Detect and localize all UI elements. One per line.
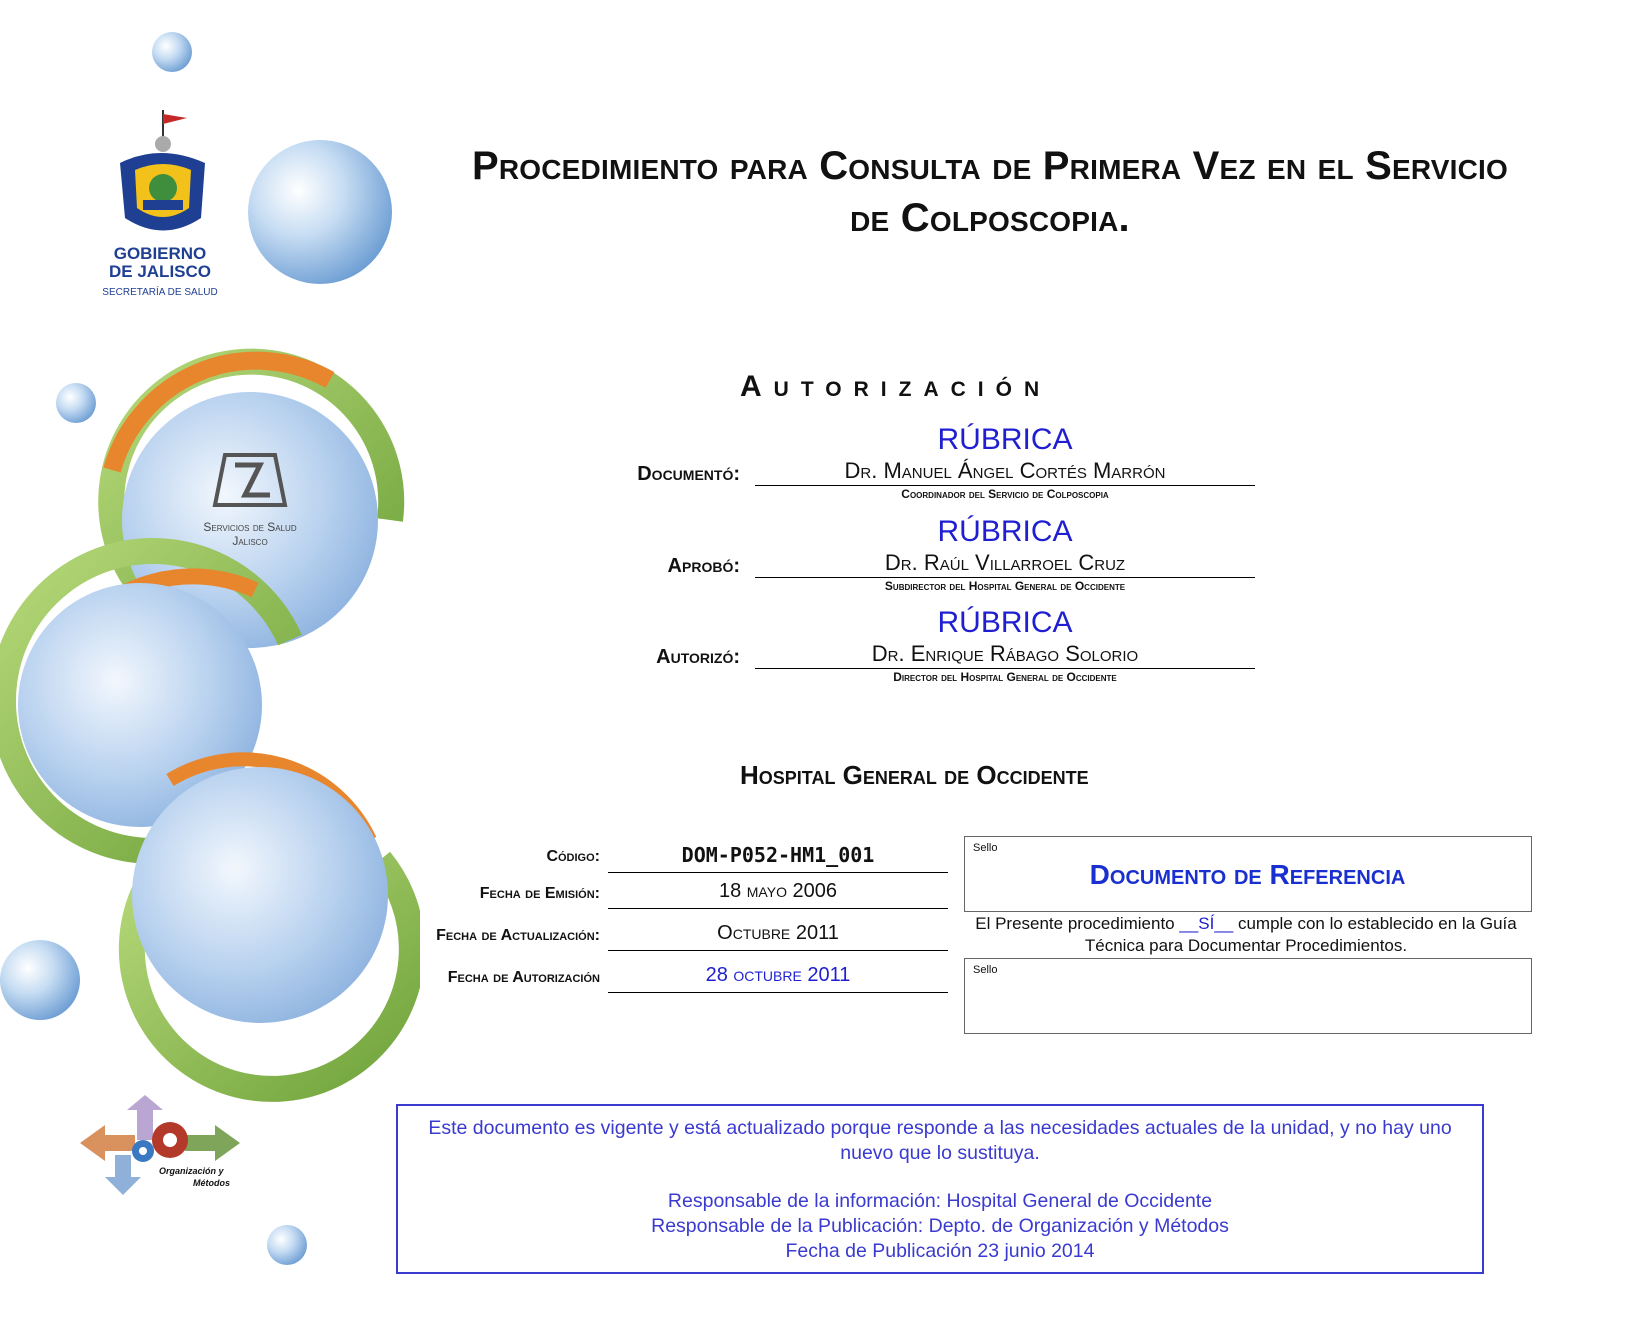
signature-name-autorizo: Dr. Enrique Rábago Solorio [755, 641, 1255, 669]
footer-line2: Responsable de la información: Hospital General de Occidente [667, 1190, 1213, 1212]
sello-box-referencia [964, 836, 1532, 912]
signature-role-documento: Coordinador del Servicio de Colposcopia [901, 487, 1109, 501]
logo-line2: DE JALISCO [108, 262, 212, 281]
sello-label-1: Sello [973, 842, 998, 854]
document-title [390, 140, 1590, 244]
sello-box-2 [964, 958, 1532, 1034]
footer-validity-box [396, 1104, 1484, 1274]
om-line1: Organización y [159, 1166, 224, 1176]
signature-role-autorizo: Director del Hospital General de Occidente [893, 670, 1117, 684]
title-line1: Procedimiento para Consulta de Primera Vez en el Servicio [471, 144, 1509, 188]
actualizacion-label: Fecha de Actualización: [436, 927, 600, 944]
footer-line4: Fecha de Publicación 23 junio 2014 [785, 1240, 1095, 1262]
organizacion-metodos-logo [75, 1085, 250, 1195]
signature-role-aprobo: Subdirector del Hospital General de Occidente [884, 579, 1126, 593]
footer-line3: Responsable de la Publicación: Depto. de Organización y Métodos [651, 1215, 1229, 1237]
autorizacion-value: 28 octubre 2011 [608, 964, 948, 993]
om-line2: Métodos [193, 1178, 230, 1188]
codigo-label: Código: [546, 848, 600, 865]
sello-label-2: Sello [973, 964, 998, 976]
servicios-salud-logo [170, 445, 330, 548]
ssj-line2: Jalisco [232, 534, 268, 548]
codigo-value: DOM-P052-HM1_001 [608, 843, 948, 873]
hospital-heading: Hospital General de Occidente [740, 760, 1089, 790]
signature-name-aprobo: Dr. Raúl Villarroel Cruz [755, 550, 1255, 578]
rubrica-autorizo: RÚBRICA [937, 606, 1073, 639]
footer-line1: Este documento es vigente y está actualizado porque responde a las necesidades actuales de la unidad, y no hay uno nuevo que lo sustituya. [428, 1117, 1452, 1164]
emision-value: 18 mayo 2006 [608, 880, 948, 909]
rubrica-documento: RÚBRICA [937, 423, 1073, 456]
logo-line1: GOBIERNO [113, 244, 207, 263]
ssj-emblem-icon [205, 445, 295, 515]
ssj-line1: Servicios de Salud [203, 520, 297, 534]
compliance-statement [956, 913, 1536, 957]
authorization-heading: Autorización [740, 370, 1052, 403]
compliance-post: cumple con lo establecido en la Guía Técnica para Documentar Procedimientos. [1084, 914, 1517, 955]
signature-label-aprobo: Aprobó: [667, 555, 740, 577]
compliance-pre: El Presente procedimiento [975, 914, 1180, 933]
documento-referencia-title: Documento de Referencia [1089, 859, 1406, 890]
signature-name-documento: Dr. Manuel Ángel Cortés Marrón [755, 458, 1255, 486]
compliance-value: __SÍ__ [1179, 914, 1234, 933]
jalisco-coat-of-arms-icon [105, 108, 215, 248]
gobierno-jalisco-logo [95, 108, 225, 308]
autorizacion-label: Fecha de Autorización [447, 969, 600, 986]
signature-label-autorizo: Autorizó: [656, 646, 740, 668]
logo-line3: SECRETARÍA DE SALUD [102, 287, 218, 298]
actualizacion-value: Octubre 2011 [608, 922, 948, 951]
rubrica-aprobo: RÚBRICA [937, 515, 1073, 548]
emision-label: Fecha de Emisión: [479, 885, 600, 902]
title-line2: de Colposcopia. [850, 196, 1130, 240]
signature-label-documento: Documentó: [637, 463, 740, 485]
